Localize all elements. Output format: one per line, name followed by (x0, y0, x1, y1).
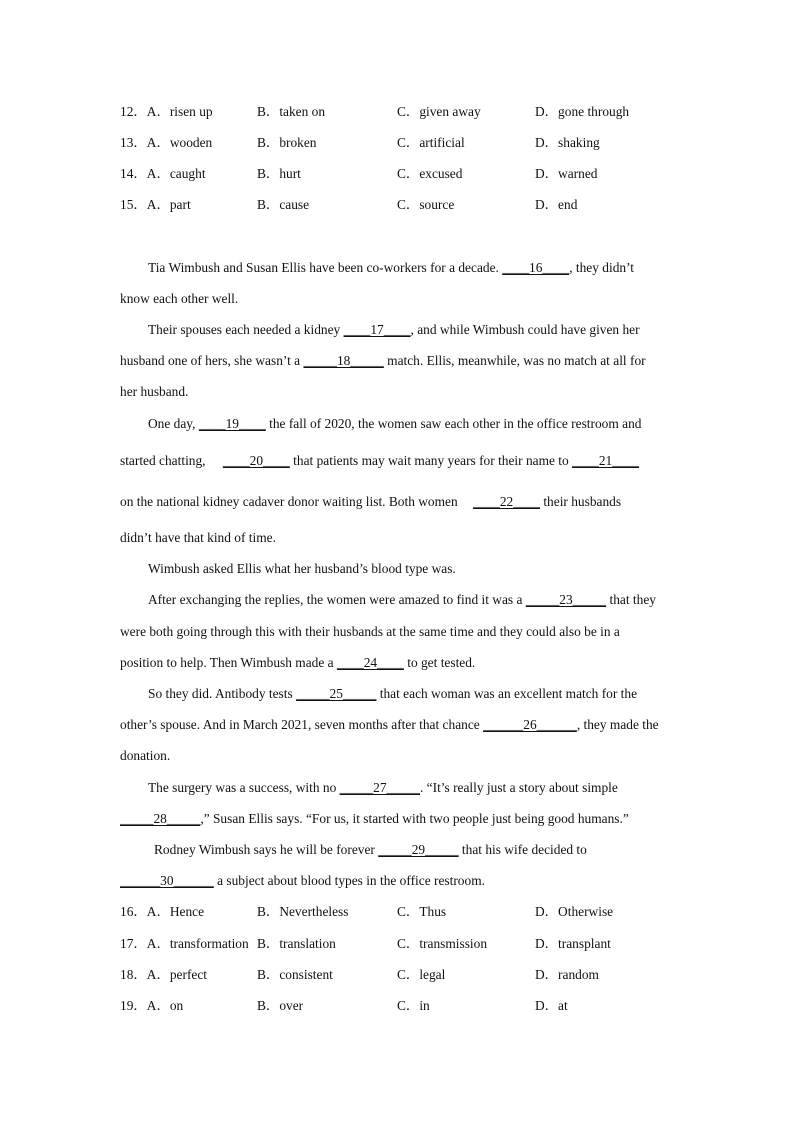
passage-text: that his wife decided to (458, 842, 587, 857)
option-d: D．end (535, 197, 578, 212)
option-c: C．transmission (397, 936, 488, 951)
option-d: D．at (535, 998, 568, 1013)
passage-line: her husband. (120, 384, 189, 399)
passage-line (120, 871, 680, 891)
option-a: 12．A．risen up (120, 104, 213, 119)
passage-line (120, 653, 680, 673)
option-a: 19．A．on (120, 998, 184, 1013)
blank-25[interactable]: _____25_____ (296, 686, 377, 701)
option-b: B．broken (257, 135, 317, 150)
option-b: B．consistent (257, 967, 333, 982)
option-c: C．given away (397, 104, 481, 119)
blank-24[interactable]: ____24____ (336, 655, 404, 670)
option-b: B．translation (257, 936, 336, 951)
passage-text: on the national kidney cadaver donor waiting list. Both women (120, 494, 462, 509)
passage-line (120, 809, 680, 829)
blank-22[interactable]: ____22____ (473, 494, 540, 509)
passage-text: that they (606, 592, 656, 607)
option-a: 16．A．Hence (120, 904, 205, 919)
option-c: C．source (397, 197, 455, 212)
blank-21[interactable]: ____21____ (572, 453, 640, 468)
option-d: D．Otherwise (535, 904, 614, 919)
option-d: D．shaking (535, 135, 600, 150)
passage-line: were both going through this with their husbands at the same time and they could also be in a (120, 624, 620, 639)
option-c: C．legal (397, 967, 446, 982)
blank-16[interactable]: ____16____ (502, 260, 570, 275)
passage-text: ,” Susan Ellis says. “For us, it started with two people just being good humans.” (200, 811, 629, 826)
option-a: 18．A．perfect (120, 967, 208, 982)
option-b: B．hurt (257, 166, 301, 181)
passage-text: Their spouses each needed a kidney (148, 322, 344, 337)
option-d: D．transplant (535, 936, 611, 951)
passage-text: Tia Wimbush and Susan Ellis have been co-workers for a decade. (148, 260, 503, 275)
option-c: C．artificial (397, 135, 465, 150)
option-c: C．excused (397, 166, 463, 181)
blank-28[interactable]: _____28_____ (120, 811, 201, 826)
passage-text: match. Ellis, meanwhile, was no match at all for (383, 353, 646, 368)
passage-text: Rodney Wimbush says he will be forever (154, 842, 379, 857)
passage-text: that each woman was an excellent match for the (376, 686, 638, 701)
blank-17[interactable]: ____17____ (343, 322, 411, 337)
option-b: B．taken on (257, 104, 326, 119)
blank-29[interactable]: _____29_____ (378, 842, 459, 857)
passage-line (120, 320, 680, 340)
option-b: B．over (257, 998, 304, 1013)
passage-line (120, 778, 680, 798)
passage-text: started chatting, (120, 453, 209, 468)
blank-20[interactable]: ____20____ (222, 453, 290, 468)
passage-line (120, 684, 680, 704)
option-a: 14．A．caught (120, 166, 206, 181)
passage-text: a subject about blood types in the office restroom. (213, 873, 485, 888)
passage-text: One day, (148, 416, 199, 431)
option-a: 17．A．transformation (120, 936, 249, 951)
passage-text: . “It’s really just a story about simple (419, 780, 618, 795)
passage-text: position to help. Then Wimbush made a (120, 655, 337, 670)
passage-text: their husbands (539, 494, 622, 509)
passage-line (120, 590, 680, 610)
blank-26[interactable]: ______26______ (483, 717, 577, 732)
passage-line (120, 414, 680, 434)
option-d: D．warned (535, 166, 598, 181)
passage-text: The surgery was a success, with no (148, 780, 340, 795)
passage-text: that patients may wait many years for their name to (289, 453, 573, 468)
passage-line: Wimbush asked Ellis what her husband’s blood type was. (148, 561, 456, 576)
option-c: C．Thus (397, 904, 447, 919)
option-d: D．gone through (535, 104, 630, 119)
option-b: B．Nevertheless (257, 904, 349, 919)
passage-line: donation. (120, 748, 171, 763)
passage-text: the fall of 2020, the women saw each other in the office restroom and (265, 416, 642, 431)
option-a: 13．A．wooden (120, 135, 213, 150)
blank-27[interactable]: _____27_____ (339, 780, 420, 795)
passage-text: So they did. Antibody tests (148, 686, 297, 701)
blank-30[interactable]: ______30______ (120, 873, 214, 888)
passage-text: , and while Wimbush could have given her (410, 322, 640, 337)
passage-line: know each other well. (120, 291, 239, 306)
option-c: C．in (397, 998, 430, 1013)
passage-text: , they made the (576, 717, 659, 732)
passage-text: , they didn’t (569, 260, 635, 275)
passage-line (120, 715, 680, 735)
passage-line (120, 451, 680, 471)
passage-line (120, 492, 680, 512)
option-b: B．cause (257, 197, 310, 212)
passage-text: other’s spouse. And in March 2021, seven months after that chance (120, 717, 484, 732)
blank-19[interactable]: ____19____ (198, 416, 266, 431)
blank-18[interactable]: _____18_____ (303, 353, 384, 368)
passage-text: to get tested. (403, 655, 476, 670)
passage-line (120, 258, 680, 278)
passage-line (120, 840, 680, 860)
option-a: 15．A．part (120, 197, 191, 212)
passage-line: didn’t have that kind of time. (120, 530, 276, 545)
passage-text: husband one of hers, she wasn’t a (120, 353, 304, 368)
passage-text: After exchanging the replies, the women were amazed to find it was a (148, 592, 526, 607)
passage-line (120, 351, 680, 371)
option-d: D．random (535, 967, 599, 982)
blank-23[interactable]: _____23_____ (525, 592, 607, 607)
